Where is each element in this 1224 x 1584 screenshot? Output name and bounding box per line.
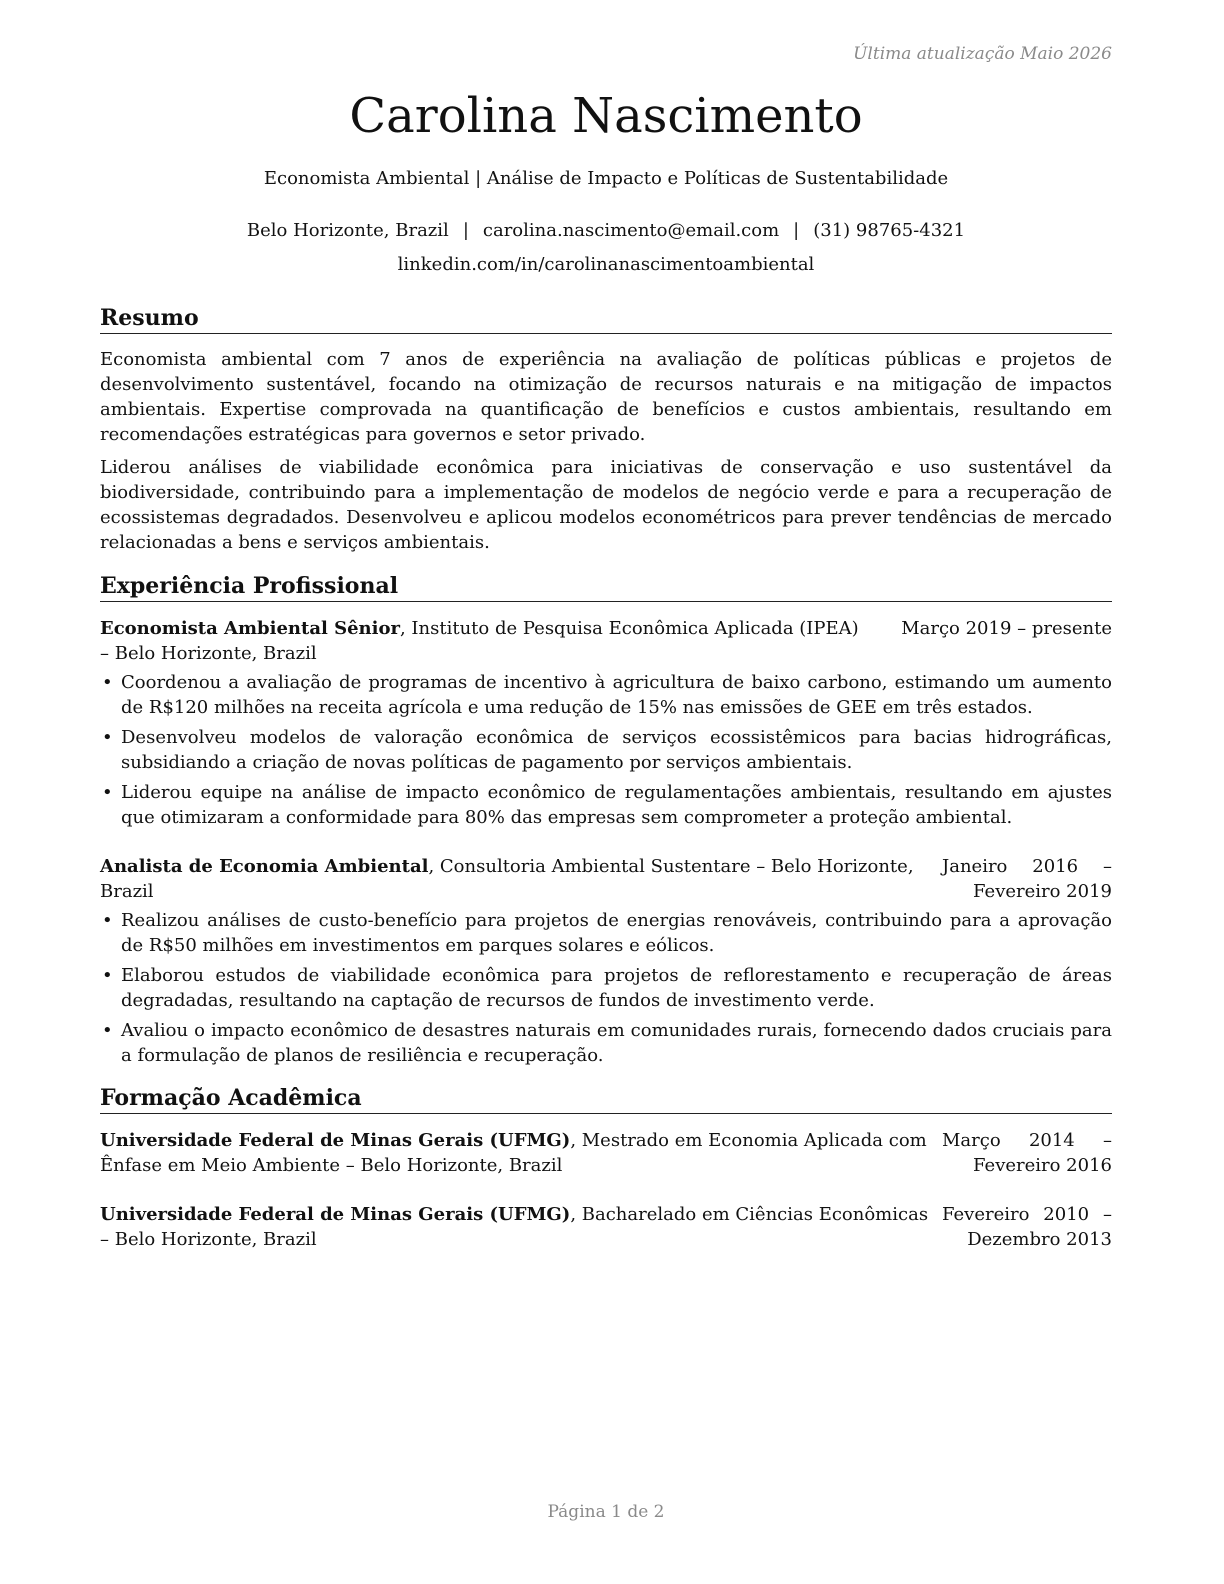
contact-line [100, 219, 1112, 243]
resume-page [100, 0, 1112, 1584]
last-updated: Última atualização Maio 2026 [853, 44, 1112, 64]
education-header [100, 1128, 1112, 1178]
bullet-icon: • [102, 727, 113, 748]
education-header [100, 1202, 1112, 1252]
job-title-line [100, 854, 942, 904]
list-item: • Coordenou a avaliação de programas de incentivo à agricultura de baixo carbono, estimando um aumento de R$120 milhões na receita agrícola e uma redução de 15% nas emissões de GEE em três estados. [102, 672, 1112, 718]
education-title-line [100, 1128, 942, 1178]
job-bullets [100, 908, 1112, 1068]
education-title-line [100, 1202, 942, 1252]
school-name: Universidade Federal de Minas Gerais (UFMG) [100, 1204, 571, 1225]
degree: , Bacharelado em Ciências Econômicas – Belo Horizonte, Brazil [100, 1204, 929, 1250]
job-dates: Março 2019 – presente [901, 618, 1112, 639]
job-organization: , Instituto de Pesquisa Econômica Aplicada (IPEA) – Belo Horizonte, Brazil [100, 618, 859, 664]
candidate-name: Carolina Nascimento [349, 88, 863, 144]
school-name: Universidade Federal de Minas Gerais (UFMG) [100, 1130, 571, 1151]
bullet-icon: • [102, 1020, 113, 1041]
email-link[interactable]: carolina.nascimento@email.com [482, 220, 780, 241]
section-title-experience: Experiência Profissional [100, 572, 1112, 602]
summary-block [100, 347, 1112, 563]
job-bullets [100, 670, 1112, 830]
bullet-icon: • [102, 672, 113, 693]
bullet-icon: • [102, 782, 113, 803]
education-dates: Março 2014 – Fevereiro 2016 [942, 1130, 1112, 1176]
bullet-icon: • [102, 965, 113, 986]
section-title-education: Formação Acadêmica [100, 1084, 1112, 1114]
list-item: • Realizou análises de custo-benefício para projetos de energias renováveis, contribuindo para a aprovação de R$50 milhões em investimentos em parques solares e eólicos. [102, 910, 1112, 956]
list-item: • Elaborou estudos de viabilidade econômica para projetos de reflorestamento e recuperação de áreas degradadas, resultando na captação de recursos de fundos de investimento verde. [102, 965, 1112, 1011]
job-organization: , Consultoria Ambiental Sustentare – Belo Horizonte, Brazil [100, 856, 914, 902]
page-number: Página 1 de 2 [547, 1502, 665, 1522]
list-item: • Liderou equipe na análise de impacto econômico de regulamentações ambientais, resultando em ajustes que otimizaram a conformidade para 80% das empresas sem comprometer a proteção ambiental. [102, 782, 1112, 828]
job-title-line [100, 616, 901, 666]
job-header [100, 854, 1112, 904]
location: Belo Horizonte, Brazil [246, 220, 449, 241]
section-title-summary: Resumo [100, 304, 1112, 334]
job-dates: Janeiro 2016 – Fevereiro 2019 [942, 856, 1112, 902]
list-item: • Desenvolveu modelos de valoração econômica de serviços ecossistêmicos para bacias hidrográficas, subsidiando a criação de novas políticas de pagamento por serviços ambientais. [102, 727, 1112, 773]
degree: , Mestrado em Economia Aplicada com Ênfase em Meio Ambiente – Belo Horizonte, Brazil [100, 1130, 927, 1176]
education-entry [100, 1202, 1112, 1252]
summary-paragraph: Liderou análises de viabilidade econômica para iniciativas de conservação e uso sustentável da biodiversidade, contribuindo para a implementação de modelos de negócio verde e para a recuperação de ecossistemas degradados. Desenvolveu e aplicou modelos econométricos para prever tendências de mercado relacionadas a bens e serviços ambientais. [100, 457, 1112, 553]
job-entry [100, 854, 1112, 1073]
job-entry [100, 616, 1112, 835]
job-role: Economista Ambiental Sênior [100, 618, 400, 639]
education-entry [100, 1128, 1112, 1178]
summary-paragraph: Economista ambiental com 7 anos de experiência na avaliação de políticas públicas e projetos de desenvolvimento sustentável, focando na otimização de recursos naturais e na mitigação de impactos ambientais. Expertise comprovada na quantificação de benefícios e custos ambientais, resultando em recomendações estratégicas para governos e setor privado. [100, 349, 1112, 445]
bullet-icon: • [102, 910, 113, 931]
separator: | [793, 220, 800, 241]
list-item: • Avaliou o impacto econômico de desastres naturais em comunidades rurais, fornecendo dados cruciais para a formulação de planos de resiliência e recuperação. [102, 1020, 1112, 1066]
separator: | [462, 220, 469, 241]
job-header [100, 616, 1112, 666]
education-dates: Fevereiro 2010 – Dezembro 2013 [942, 1204, 1112, 1250]
job-role: Analista de Economia Ambiental [100, 856, 429, 877]
headline: Economista Ambiental | Análise de Impacto e Políticas de Sustentabilidade [263, 168, 949, 189]
linkedin-link[interactable]: linkedin.com/in/carolinanascimentoambiental [397, 254, 815, 275]
phone: (31) 98765-4321 [813, 220, 966, 241]
